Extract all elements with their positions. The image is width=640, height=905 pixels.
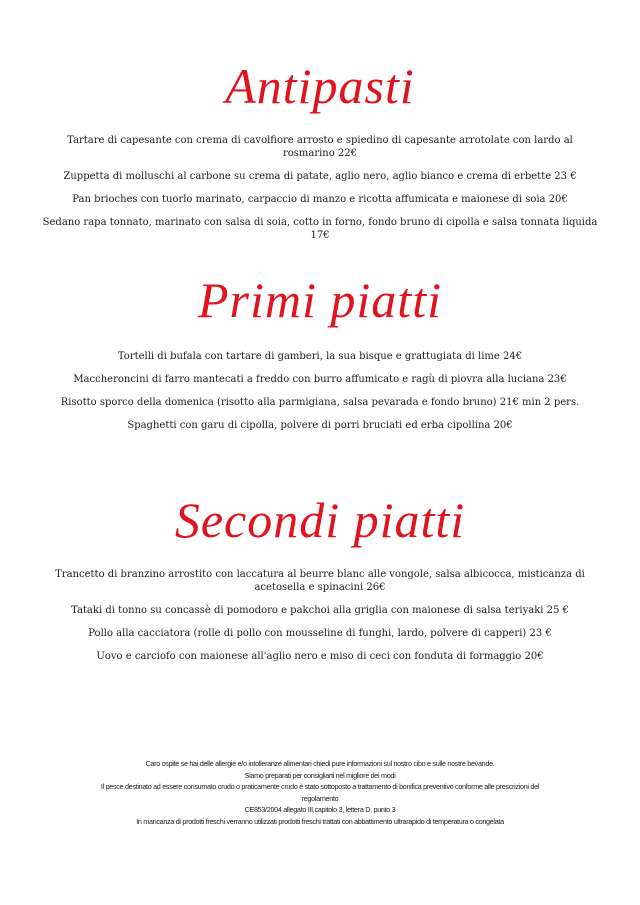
antipasti-list	[40, 134, 600, 242]
footer-line: Siamo preparati per consigliarti nel migliore dei modi	[244, 770, 396, 780]
primi-piatti-list	[40, 350, 600, 432]
footer-line: Caro ospite se hai delle allergie e/o intolleranze alimentari chiedi pure informazioni sul nostro cibo e sulle nostre bevande.	[145, 759, 495, 768]
footer-line: Il pesce destinato ad essere consumato crudo o praticamente crudo è stato sottoposto a trattamento di bonifica preventivo conforme alle prescrizioni del	[100, 782, 540, 791]
footer-line: CE853/2004 allegato III,capitolo 3, lettera D, punto 3	[244, 805, 396, 814]
section-title-secondi-piatti: Secondi piatti	[174, 492, 466, 548]
list-item: Pan brioches con tuorlo marinato, carpaccio di manzo e ricotta affumicata e maionese di soia 20€	[72, 194, 568, 205]
footer-line: regolamento	[301, 793, 339, 803]
section-title-antipasti: Antipasti	[225, 58, 415, 114]
list-item: Tataki di tonno su concassè di pomodoro e pakchoi alla griglia con maionese di salsa teriyaki 25 €	[71, 605, 569, 616]
section-title-primi-piatti: Primi piatti	[198, 272, 442, 328]
list-item: Trancetto di branzino arrostito con laccatura al beurre blanc alle vongole, salsa albicocca, misticanza di acetosella e spinacini 26€	[55, 569, 585, 593]
list-item: Uovo e carciofo con maionese all'aglio nero e miso di ceci con fonduta di formaggio 20€	[96, 651, 544, 662]
list-item: Tartare di capesante con crema di cavolfiore arrosto e spiedino di capesante arrotolate con lardo al rosmarino 22€	[67, 135, 573, 159]
footer-line: In mancanza di prodotti freschi verranno utilizzati prodotti freschi trattati con abbattimento ultrarapido di temperatura o congelata	[136, 816, 504, 826]
list-item: Maccheroncini di farro mantecati a freddo con burro affumicato e ragù di piovra alla luciana 23€	[73, 374, 567, 385]
list-item: Zuppetta di molluschi al carbone su crema di patate, aglio nero, aglio bianco e crema di erbette 23 €	[63, 171, 577, 182]
list-item: Tortelli di bufala con tartare di gamberi, la sua bisque e grattugiata di lime 24€	[117, 351, 523, 362]
allergy-notice	[60, 758, 580, 827]
list-item: Pollo alla cacciatora (rolle di pollo con mousseline di funghi, lardo, polvere di capperi) 23 €	[88, 628, 552, 639]
list-item: Spaghetti con garu di cipolla, polvere di porri bruciati ed erba cipollina 20€	[127, 420, 513, 431]
secondi-piatti-list	[40, 568, 600, 663]
list-item: Risotto sporco della domenica (risotto alla parmigiana, salsa pevarada e fondo bruno) 21€ min 2 pers.	[60, 397, 580, 408]
list-item: Sedano rapa tonnato, marinato con salsa di soia, cotto in forno, fondo bruno di cipolla e salsa tonnata liquida 17€	[42, 217, 598, 241]
